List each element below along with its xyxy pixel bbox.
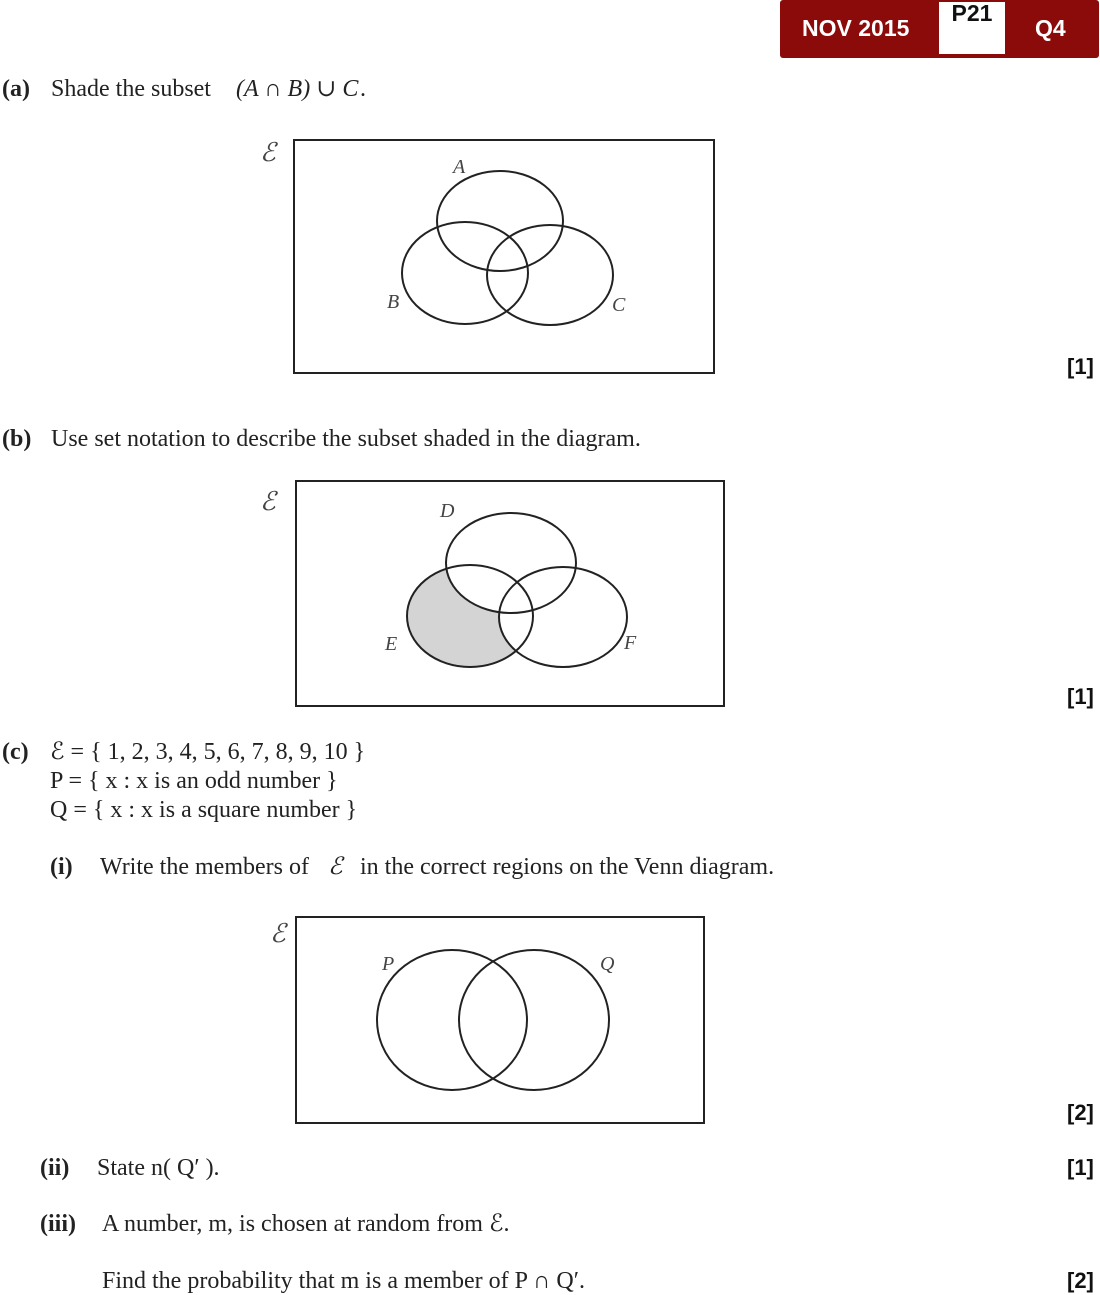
part-c-i-label: (i) xyxy=(50,854,73,880)
set-label-c: C xyxy=(612,294,626,316)
exam-session: NOV 2015 xyxy=(802,15,910,41)
set-label-f: F xyxy=(624,632,637,654)
part-c-i-marks: [2] xyxy=(1067,1100,1094,1125)
set-label-p: P xyxy=(382,953,395,975)
part-c-iii-line2: Find the probability that m is a member of P ∩ Q′. xyxy=(102,1268,585,1294)
part-c-iii-marks: [2] xyxy=(1067,1268,1094,1293)
venn-diagram-a[interactable] xyxy=(250,135,730,380)
universal-set-box xyxy=(296,917,704,1123)
question-header-badge xyxy=(780,0,1099,58)
part-c-ii-text: State n( Q′ ). xyxy=(97,1155,220,1181)
set-label-d: D xyxy=(440,500,455,522)
part-a-marks: [1] xyxy=(1067,354,1094,379)
part-b-label: (b) xyxy=(2,426,32,452)
set-label-a: A xyxy=(453,156,466,178)
part-c-iii-line1: A number, m, is chosen at random from ℰ. xyxy=(102,1211,510,1237)
part-c-label: (c) xyxy=(2,739,29,765)
circle-p[interactable] xyxy=(377,950,527,1090)
venn-diagram-c[interactable] xyxy=(260,912,720,1132)
universal-set-symbol: ℰ xyxy=(260,138,276,167)
definition-universal-set: ℰ = { 1, 2, 3, 4, 5, 6, 7, 8, 9, 10 } xyxy=(50,739,366,765)
paper-number: P21 xyxy=(939,2,1005,54)
part-c-ii-label: (ii) xyxy=(40,1155,70,1181)
universal-set-box xyxy=(294,140,714,373)
set-label-b: B xyxy=(387,291,400,313)
part-b-text: Use set notation to describe the subset shaded in the diagram. xyxy=(51,426,641,452)
set-label-e: E xyxy=(385,633,398,655)
question-number: Q4 xyxy=(1035,15,1066,41)
part-c-iii-label: (iii) xyxy=(40,1211,76,1237)
part-c-i-text-after: in the correct regions on the Venn diagram. xyxy=(360,854,775,880)
circle-c xyxy=(487,225,613,325)
circle-a xyxy=(437,171,563,271)
universal-set-symbol: ℰ xyxy=(260,487,276,516)
part-a-text: Shade the subset xyxy=(51,76,211,102)
part-b-marks: [1] xyxy=(1067,684,1094,709)
part-c-i-symbol: ℰ xyxy=(328,854,343,880)
part-a-label: (a) xyxy=(2,76,30,102)
part-c-ii-marks: [1] xyxy=(1067,1155,1094,1180)
definition-set-p: P = { x : x is an odd number } xyxy=(50,768,338,794)
venn-diagram-b xyxy=(250,475,730,715)
part-c-i-text-before: Write the members of xyxy=(100,854,309,880)
definition-set-q: Q = { x : x is a square number } xyxy=(50,797,358,823)
set-label-q: Q xyxy=(600,953,615,975)
part-a-expression: (A ∩ B) ∪ C xyxy=(236,76,359,102)
circle-q[interactable] xyxy=(459,950,609,1090)
part-a-period: . xyxy=(360,76,366,102)
shaded-region xyxy=(250,475,730,715)
universal-set-symbol: ℰ xyxy=(270,919,286,948)
